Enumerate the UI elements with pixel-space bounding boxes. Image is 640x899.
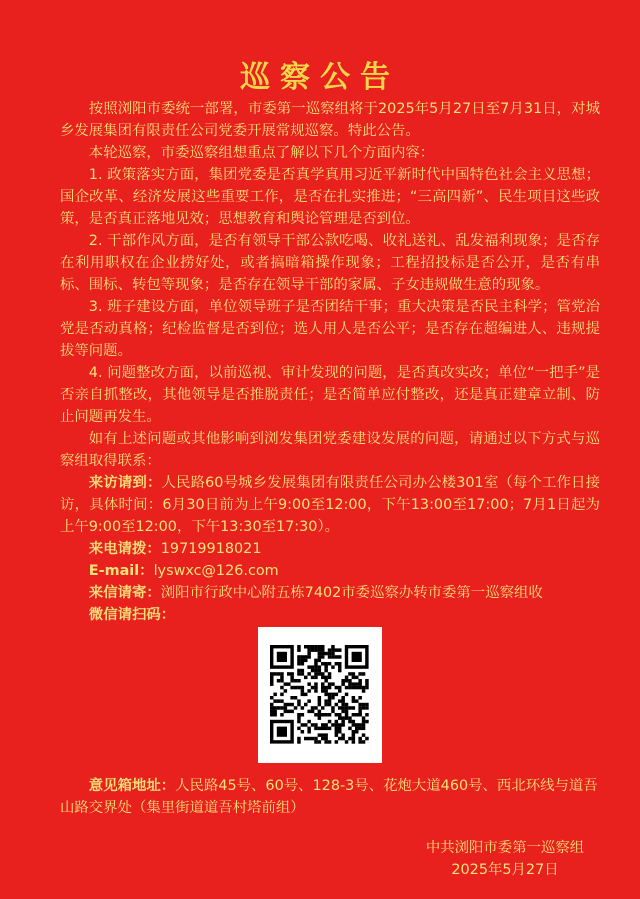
paragraph-contact-intro: 如有上述问题或其他影响到浏发集团党委建设发展的问题，请通过以下方式与巡察组取得联系：	[60, 431, 600, 469]
wechat-qr-code[interactable]	[258, 627, 382, 763]
mailbox-label: 意见箱地址：	[88, 778, 176, 794]
wechat-label: 微信请扫码：	[88, 607, 176, 623]
paragraph-conduct: 2. 干部作风方面，是否有领导干部公款吃喝、收礼送礼、乱发福利现象；是否存在利用职权在企业捞好处，或者搞暗箱操作现象；工程招投标是否公开，是否有串标、围标、转包等现象；是否存在领导干部的家属、子女违规做生意的现象。	[60, 233, 600, 293]
contact-wechat	[60, 604, 600, 626]
paragraph-team: 3. 班子建设方面，单位领导班子是否团结干事；重大决策是否民主科学；管党治党是否动真格；纪检监督是否到位；选人用人是否公平；是否存在超编进人、违规提拔等问题。	[60, 299, 600, 359]
email-value: lyswxc@126.com	[153, 563, 279, 579]
signature-org: 中共浏阳市委第一巡察组	[425, 840, 585, 856]
paragraph-rectification: 4. 问题整改方面，以前巡视、审计发现的问题，是否真改实改；单位“一把手”是否亲自抓整改，其他领导是否推脱责任；是否简单应付整改，还是真正建章立制、防止问题再发生。	[60, 365, 600, 425]
mailbox-address	[60, 775, 600, 819]
letter-value: 浏阳市行政中心附五栋7402市委巡察办转市委第一巡察组收	[160, 585, 543, 601]
notice-body	[60, 98, 600, 626]
paragraph-intro: 按照浏阳市委统一部署，市委第一巡察组将于2025年5月27日至7月31日，对城乡发展集团有限责任公司党委开展常规巡察。特此公告。	[60, 101, 600, 139]
paragraph-policy: 1. 政策落实方面，集团党委是否真学真用习近平新时代中国特色社会主义思想；国企改革、经济发展这些重要工作，是否在扎实推进；“三高四新”、民生项目这些政策，是否真正落地见效；思想教育和舆论管理是否到位。	[60, 167, 600, 227]
signature-date: 2025年5月27日	[451, 862, 559, 878]
visit-value: 人民路60号城乡发展集团有限责任公司办公楼301室（每个工作日接访，具体时间：6月30日前为上午9:00至12:00，下午13:00至17:00；7月1日起为上午9:00至12:00，下午13:30至17:30）。	[60, 475, 600, 535]
contact-phone	[60, 538, 600, 560]
contact-visit	[60, 472, 600, 538]
qr-code-icon	[258, 627, 382, 763]
visit-label: 来访请到：	[88, 475, 162, 491]
contact-letter	[60, 582, 600, 604]
contact-email	[60, 560, 600, 582]
notice-title: 巡察公告	[240, 60, 400, 95]
phone-value: 19719918021	[160, 541, 262, 557]
paragraph-focus-intro: 本轮巡察，市委巡察组想重点了解以下几个方面内容：	[88, 145, 435, 161]
email-label: E-mail：	[88, 563, 154, 579]
phone-label: 来电请拨：	[88, 541, 161, 557]
mailbox-value: 人民路45号、60号、128-3号、花炮大道460号、西北环线与道吾山路交界处（集里街道道吾村塔前组）	[60, 778, 598, 816]
letter-label: 来信请寄：	[88, 585, 161, 601]
